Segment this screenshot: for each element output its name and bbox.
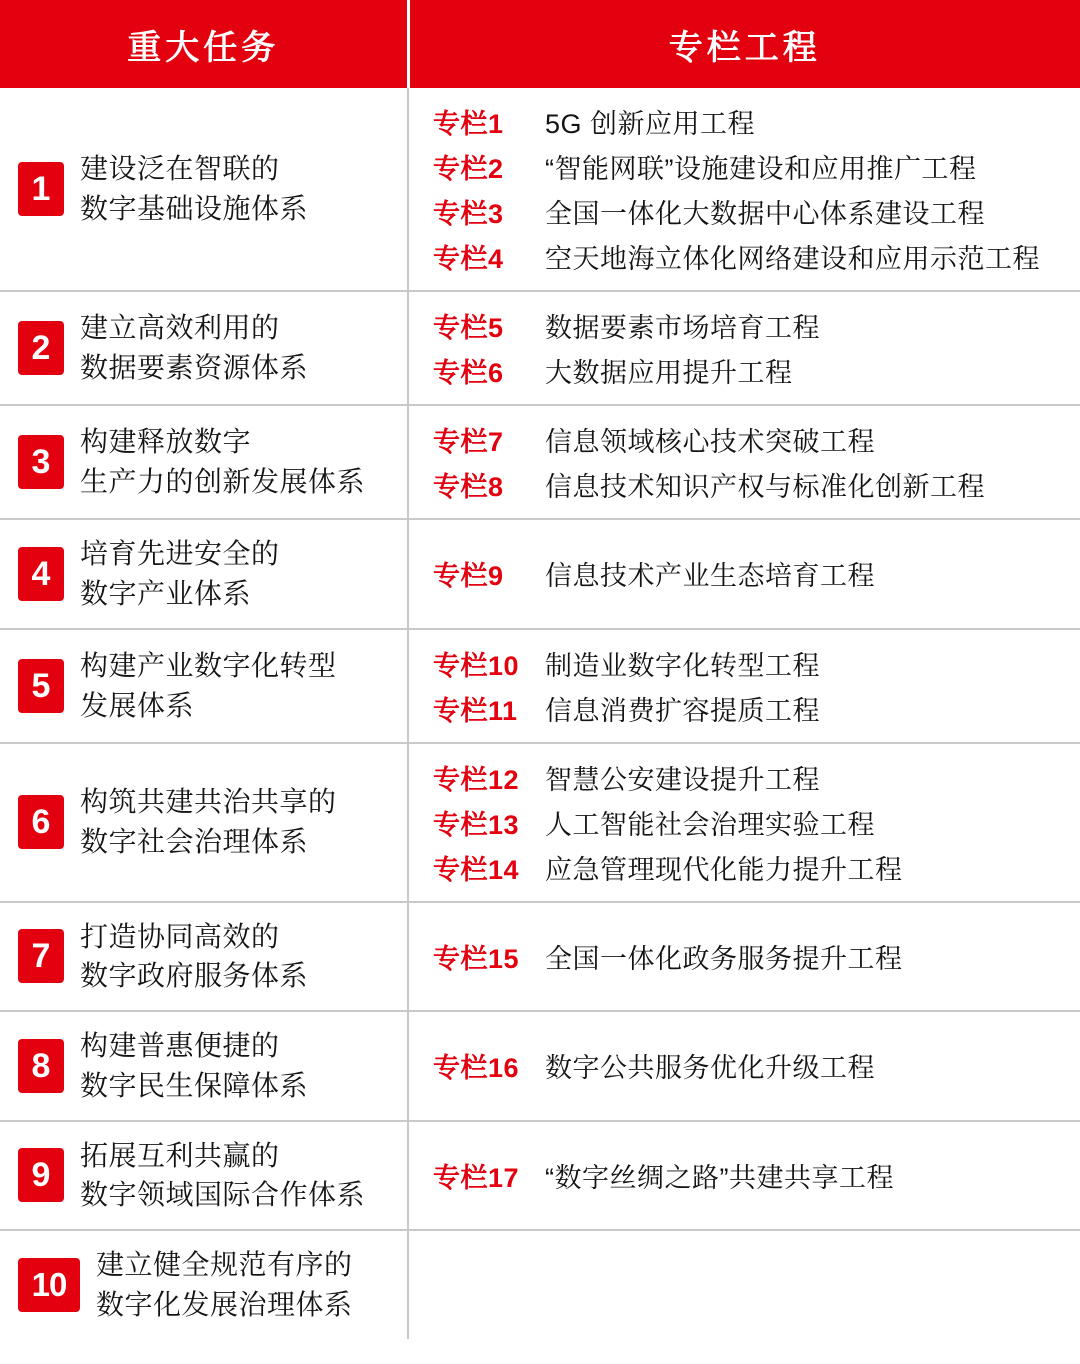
- task-label: [80, 534, 280, 614]
- project-item: [433, 351, 1066, 390]
- project-item: [433, 1156, 1066, 1195]
- task-cell: [0, 291, 408, 405]
- task-inner: [18, 422, 397, 502]
- task-inner: [18, 646, 397, 726]
- project-item: [433, 237, 1066, 276]
- project-tag: 专栏16: [433, 1053, 520, 1084]
- project-item: [433, 306, 1066, 345]
- task-label-line2: 数字产业体系: [80, 577, 252, 609]
- table-row: [0, 88, 1080, 291]
- project-name: 信息技术产业生态培育工程: [545, 561, 875, 592]
- project-tag: 专栏11: [433, 695, 518, 726]
- task-label-line1: 构筑共建共治共享的: [80, 786, 337, 818]
- header-project-column: 专栏工程: [408, 0, 1080, 88]
- project-item: [433, 147, 1066, 186]
- project-cell: [408, 629, 1080, 743]
- table-row: [0, 291, 1080, 405]
- task-label-line1: 建立高效利用的: [80, 312, 280, 344]
- project-name: “数字丝绸之路”共建共享工程: [545, 1162, 894, 1193]
- task-label-line2: 数字社会治理体系: [80, 826, 309, 857]
- task-label-line1: 建设泛在智联的: [80, 153, 280, 185]
- table-header: [0, 0, 1080, 88]
- task-number-badge: 10: [18, 1258, 80, 1312]
- task-cell: [0, 405, 408, 519]
- task-label: [80, 422, 365, 502]
- task-label-line2: 数字化发展治理体系: [96, 1288, 353, 1320]
- project-name: 数据要素市场培育工程: [545, 313, 820, 343]
- task-label: [96, 1245, 353, 1325]
- project-item: [433, 102, 1066, 141]
- project-tag: 专栏6: [433, 358, 504, 388]
- project-item: [433, 554, 1066, 593]
- table-row: [0, 519, 1080, 629]
- task-label: [80, 1136, 365, 1216]
- task-number-badge: 2: [18, 321, 64, 375]
- table-row: [0, 1230, 1080, 1339]
- project-tag: 专栏7: [433, 427, 504, 457]
- project-item: [433, 192, 1066, 231]
- task-number-badge: 4: [18, 547, 64, 601]
- project-tag: 专栏9: [433, 561, 504, 592]
- task-inner: [18, 534, 397, 614]
- project-item: [433, 758, 1066, 797]
- project-cell: [408, 291, 1080, 405]
- project-name: 制造业数字化转型工程: [545, 650, 820, 681]
- project-name: 空天地海立体化网络建设和应用示范工程: [545, 244, 1040, 274]
- task-number-badge: 6: [18, 795, 64, 849]
- task-label-line1: 培育先进安全的: [80, 538, 280, 569]
- task-label-line2: 生产力的创新发展体系: [80, 466, 366, 497]
- task-cell: [0, 902, 408, 1012]
- task-label-line1: 打造协同高效的: [80, 920, 280, 952]
- project-tag: 专栏4: [433, 244, 504, 274]
- task-label-line2: 发展体系: [80, 689, 195, 721]
- project-item: [433, 1046, 1066, 1085]
- task-inner: [18, 1245, 397, 1325]
- header-row: [0, 0, 1080, 88]
- task-inner: [18, 149, 397, 229]
- project-tag: 专栏17: [433, 1162, 520, 1193]
- project-cell: [408, 1230, 1080, 1339]
- task-label-line2: 数据要素资源体系: [80, 352, 309, 383]
- task-cell: [0, 1011, 408, 1121]
- project-tag: 专栏5: [433, 313, 504, 343]
- project-name: 信息技术知识产权与标准化创新工程: [545, 472, 985, 502]
- task-label: [80, 149, 308, 229]
- task-label-line2: 数字民生保障体系: [80, 1069, 309, 1101]
- project-tag: 专栏2: [433, 154, 504, 184]
- table-row: [0, 405, 1080, 519]
- project-item: [433, 689, 1066, 728]
- project-name: 应急管理现代化能力提升工程: [545, 854, 903, 885]
- project-tag: 专栏12: [433, 764, 520, 795]
- project-item: [433, 803, 1066, 842]
- project-item: [433, 465, 1066, 504]
- project-item: [433, 420, 1066, 459]
- table-row: [0, 902, 1080, 1012]
- task-label-line1: 构建释放数字: [80, 426, 252, 458]
- task-cell: [0, 1230, 408, 1339]
- task-label-line1: 建立健全规范有序的: [96, 1249, 353, 1280]
- task-label: [80, 782, 337, 862]
- project-cell: [408, 1121, 1080, 1231]
- project-cell: [408, 88, 1080, 291]
- project-name: 全国一体化政务服务提升工程: [545, 943, 903, 974]
- task-number-badge: 5: [18, 659, 64, 713]
- task-label-line2: 数字政府服务体系: [80, 960, 309, 992]
- task-number-badge: 1: [18, 162, 64, 216]
- project-item: [433, 644, 1066, 683]
- task-label: [80, 308, 308, 388]
- project-name: 人工智能社会治理实验工程: [545, 809, 875, 840]
- task-label-line2: 数字基础设施体系: [80, 193, 309, 224]
- task-cell: [0, 519, 408, 629]
- project-name: 5G 创新应用工程: [545, 109, 756, 139]
- task-cell: [0, 743, 408, 902]
- project-tag: 专栏1: [433, 109, 504, 139]
- task-number-badge: 3: [18, 435, 64, 489]
- task-label: [80, 917, 308, 997]
- task-label-line1: 构建普惠便捷的: [80, 1030, 280, 1061]
- task-label: [80, 1026, 308, 1106]
- task-number-badge: 8: [18, 1039, 64, 1093]
- project-cell: [408, 902, 1080, 1012]
- task-inner: [18, 1136, 397, 1216]
- project-cell: [408, 743, 1080, 902]
- table-body: [0, 88, 1080, 1339]
- task-label: [80, 646, 337, 726]
- project-name: 信息消费扩容提质工程: [545, 695, 820, 726]
- table-row: [0, 1121, 1080, 1231]
- task-inner: [18, 917, 397, 997]
- task-cell: [0, 629, 408, 743]
- project-name: “智能网联”设施建设和应用推广工程: [545, 154, 977, 184]
- task-cell: [0, 88, 408, 291]
- task-inner: [18, 782, 397, 862]
- project-tag: 专栏15: [433, 943, 520, 974]
- table-row: [0, 629, 1080, 743]
- project-item: [433, 937, 1066, 976]
- project-tag: 专栏13: [433, 809, 520, 840]
- task-number-badge: 7: [18, 929, 64, 983]
- table-row: [0, 1011, 1080, 1121]
- task-cell: [0, 1121, 408, 1231]
- task-label-line1: 拓展互利共赢的: [80, 1139, 280, 1171]
- project-name: 数字公共服务优化升级工程: [545, 1053, 875, 1084]
- project-name: 全国一体化大数据中心体系建设工程: [545, 199, 985, 229]
- project-cell: [408, 519, 1080, 629]
- header-task-column: 重大任务: [0, 0, 408, 88]
- task-number-badge: 9: [18, 1148, 64, 1202]
- project-tag: 专栏10: [433, 650, 520, 681]
- task-label-line1: 构建产业数字化转型: [80, 649, 337, 681]
- project-tag: 专栏14: [433, 854, 520, 885]
- project-item: [433, 848, 1066, 887]
- project-name: 信息领域核心技术突破工程: [545, 427, 875, 457]
- project-tag: 专栏3: [433, 199, 504, 229]
- task-label-line2: 数字领域国际合作体系: [80, 1179, 366, 1211]
- project-tag: 专栏8: [433, 472, 504, 502]
- table-row: [0, 743, 1080, 902]
- project-cell: [408, 1011, 1080, 1121]
- project-name: 大数据应用提升工程: [545, 358, 793, 388]
- task-inner: [18, 308, 397, 388]
- project-cell: [408, 405, 1080, 519]
- task-inner: [18, 1026, 397, 1106]
- project-name: 智慧公安建设提升工程: [545, 764, 820, 795]
